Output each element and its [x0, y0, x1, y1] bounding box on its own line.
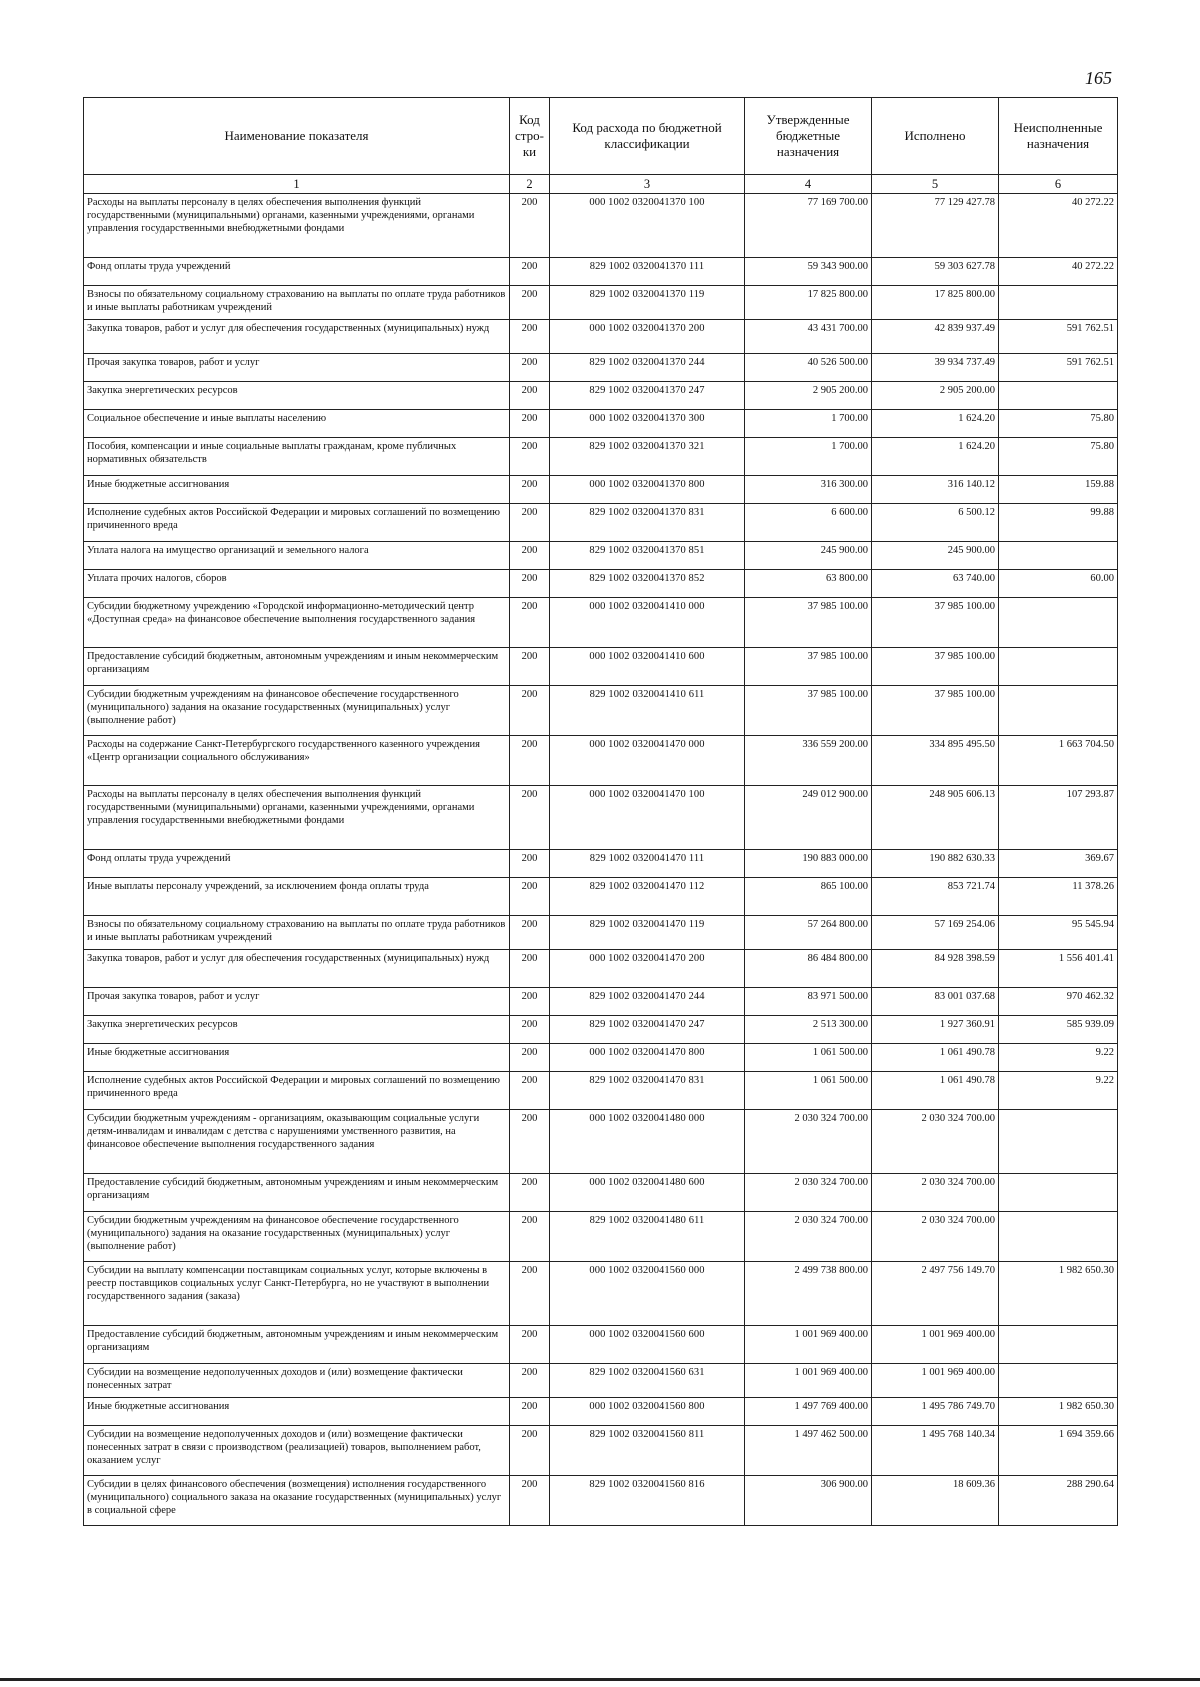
- approved-amount: 2 030 324 700.00: [745, 1212, 872, 1262]
- approved-amount: 2 499 738 800.00: [745, 1262, 872, 1326]
- table-row: [84, 1364, 1118, 1398]
- unexecuted-amount: 1 556 401.41: [999, 950, 1118, 988]
- approved-amount: 2 513 300.00: [745, 1016, 872, 1044]
- table-body: [84, 194, 1118, 1526]
- approved-amount: 63 800.00: [745, 570, 872, 598]
- column-number: 1: [84, 175, 510, 194]
- header-unexecuted: Неисполненные назначения: [999, 98, 1118, 175]
- indicator-name: Расходы на выплаты персоналу в целях обеспечения выполнения функций государственными (муниципальными) органами, казенными учреждениями, органами управления государственными внебюджетными фондами: [84, 194, 510, 258]
- unexecuted-amount: 9.22: [999, 1044, 1118, 1072]
- approved-amount: 1 001 969 400.00: [745, 1326, 872, 1364]
- unexecuted-amount: [999, 1364, 1118, 1398]
- table-row: [84, 598, 1118, 648]
- line-code: 200: [510, 320, 550, 354]
- approved-amount: 37 985 100.00: [745, 598, 872, 648]
- budget-code: 829 1002 0320041370 851: [550, 542, 745, 570]
- budget-code: 000 1002 0320041560 600: [550, 1326, 745, 1364]
- indicator-name: Закупка энергетических ресурсов: [84, 1016, 510, 1044]
- budget-code: 000 1002 0320041470 100: [550, 786, 745, 850]
- executed-amount: 2 030 324 700.00: [872, 1212, 999, 1262]
- executed-amount: 77 129 427.78: [872, 194, 999, 258]
- line-code: 200: [510, 476, 550, 504]
- indicator-name: Иные бюджетные ассигнования: [84, 1398, 510, 1426]
- unexecuted-amount: [999, 286, 1118, 320]
- indicator-name: Исполнение судебных актов Российской Федерации и мировых соглашений по возмещению причиненного вреда: [84, 504, 510, 542]
- budget-code: 829 1002 0320041560 631: [550, 1364, 745, 1398]
- executed-amount: 6 500.12: [872, 504, 999, 542]
- table-row: [84, 1476, 1118, 1526]
- approved-amount: 1 061 500.00: [745, 1072, 872, 1110]
- indicator-name: Иные выплаты персоналу учреждений, за исключением фонда оплаты труда: [84, 878, 510, 916]
- indicator-name: Взносы по обязательному социальному страхованию на выплаты по оплате труда работников и иные выплаты работникам учреждений: [84, 916, 510, 950]
- table-row: [84, 438, 1118, 476]
- budget-code: 829 1002 0320041470 112: [550, 878, 745, 916]
- unexecuted-amount: 99.88: [999, 504, 1118, 542]
- unexecuted-amount: [999, 648, 1118, 686]
- approved-amount: 190 883 000.00: [745, 850, 872, 878]
- column-number: 2: [510, 175, 550, 194]
- executed-amount: 245 900.00: [872, 542, 999, 570]
- budget-code: 000 1002 0320041480 000: [550, 1110, 745, 1174]
- executed-amount: 18 609.36: [872, 1476, 999, 1526]
- indicator-name: Субсидии на выплату компенсации поставщикам социальных услуг, которые включены в реестр поставщиков социальных услуг Санкт-Петербурга, но не участвуют в выполнении государственного задания (заказа): [84, 1262, 510, 1326]
- approved-amount: 57 264 800.00: [745, 916, 872, 950]
- indicator-name: Закупка товаров, работ и услуг для обеспечения государственных (муниципальных) нужд: [84, 950, 510, 988]
- budget-code: 829 1002 0320041560 811: [550, 1426, 745, 1476]
- header-name: Наименование показателя: [84, 98, 510, 175]
- executed-amount: 2 030 324 700.00: [872, 1110, 999, 1174]
- budget-code: 829 1002 0320041470 244: [550, 988, 745, 1016]
- executed-amount: 1 061 490.78: [872, 1072, 999, 1110]
- indicator-name: Закупка энергетических ресурсов: [84, 382, 510, 410]
- line-code: 200: [510, 570, 550, 598]
- unexecuted-amount: 159.88: [999, 476, 1118, 504]
- line-code: 200: [510, 504, 550, 542]
- table-row: [84, 850, 1118, 878]
- indicator-name: Прочая закупка товаров, работ и услуг: [84, 988, 510, 1016]
- unexecuted-amount: [999, 1174, 1118, 1212]
- table-row: [84, 1326, 1118, 1364]
- approved-amount: 1 700.00: [745, 410, 872, 438]
- approved-amount: 86 484 800.00: [745, 950, 872, 988]
- approved-amount: 1 001 969 400.00: [745, 1364, 872, 1398]
- line-code: 200: [510, 916, 550, 950]
- header-row: [84, 98, 1118, 175]
- table-row: [84, 648, 1118, 686]
- line-code: 200: [510, 1398, 550, 1426]
- budget-code: 000 1002 0320041370 800: [550, 476, 745, 504]
- budget-code: 829 1002 0320041370 852: [550, 570, 745, 598]
- indicator-name: Субсидии на возмещение недополученных доходов и (или) возмещение фактически понесенных затрат: [84, 1364, 510, 1398]
- unexecuted-amount: 591 762.51: [999, 320, 1118, 354]
- unexecuted-amount: [999, 1326, 1118, 1364]
- approved-amount: 306 900.00: [745, 1476, 872, 1526]
- indicator-name: Прочая закупка товаров, работ и услуг: [84, 354, 510, 382]
- line-code: 200: [510, 1426, 550, 1476]
- line-code: 200: [510, 410, 550, 438]
- line-code: 200: [510, 1016, 550, 1044]
- line-code: 200: [510, 1072, 550, 1110]
- budget-code: 829 1002 0320041370 244: [550, 354, 745, 382]
- unexecuted-amount: [999, 598, 1118, 648]
- executed-amount: 17 825 800.00: [872, 286, 999, 320]
- executed-amount: 39 934 737.49: [872, 354, 999, 382]
- unexecuted-amount: 75.80: [999, 410, 1118, 438]
- line-code: 200: [510, 850, 550, 878]
- column-number-row: [84, 175, 1118, 194]
- budget-code: 000 1002 0320041410 600: [550, 648, 745, 686]
- executed-amount: 84 928 398.59: [872, 950, 999, 988]
- line-code: 200: [510, 988, 550, 1016]
- approved-amount: 83 971 500.00: [745, 988, 872, 1016]
- table-row: [84, 686, 1118, 736]
- line-code: 200: [510, 736, 550, 786]
- bottom-rule: [0, 1678, 1200, 1681]
- column-number: 6: [999, 175, 1118, 194]
- executed-amount: 248 905 606.13: [872, 786, 999, 850]
- executed-amount: 2 497 756 149.70: [872, 1262, 999, 1326]
- column-number: 5: [872, 175, 999, 194]
- indicator-name: Закупка товаров, работ и услуг для обеспечения государственных (муниципальных) нужд: [84, 320, 510, 354]
- line-code: 200: [510, 258, 550, 286]
- table-row: [84, 1044, 1118, 1072]
- table-row: [84, 736, 1118, 786]
- unexecuted-amount: 1 982 650.30: [999, 1398, 1118, 1426]
- header-line-code: Код стро-ки: [510, 98, 550, 175]
- unexecuted-amount: 60.00: [999, 570, 1118, 598]
- line-code: 200: [510, 786, 550, 850]
- line-code: 200: [510, 1476, 550, 1526]
- column-number: 3: [550, 175, 745, 194]
- table-row: [84, 476, 1118, 504]
- approved-amount: 1 061 500.00: [745, 1044, 872, 1072]
- approved-amount: 1 497 769 400.00: [745, 1398, 872, 1426]
- budget-code: 000 1002 0320041560 800: [550, 1398, 745, 1426]
- indicator-name: Субсидии в целях финансового обеспечения (возмещения) исполнения государственного (муниципального) социального заказа на оказание государственных (муниципальных) услуг в социальной сфере: [84, 1476, 510, 1526]
- unexecuted-amount: [999, 686, 1118, 736]
- indicator-name: Иные бюджетные ассигнования: [84, 1044, 510, 1072]
- executed-amount: 63 740.00: [872, 570, 999, 598]
- budget-code: 829 1002 0320041370 247: [550, 382, 745, 410]
- line-code: 200: [510, 686, 550, 736]
- budget-code: 000 1002 0320041370 300: [550, 410, 745, 438]
- approved-amount: 77 169 700.00: [745, 194, 872, 258]
- indicator-name: Предоставление субсидий бюджетным, автономным учреждениям и иным некоммерческим организациям: [84, 1174, 510, 1212]
- budget-code: 829 1002 0320041480 611: [550, 1212, 745, 1262]
- unexecuted-amount: 591 762.51: [999, 354, 1118, 382]
- line-code: 200: [510, 1212, 550, 1262]
- budget-code: 000 1002 0320041370 100: [550, 194, 745, 258]
- table-row: [84, 916, 1118, 950]
- budget-code: 829 1002 0320041470 247: [550, 1016, 745, 1044]
- executed-amount: 853 721.74: [872, 878, 999, 916]
- executed-amount: 83 001 037.68: [872, 988, 999, 1016]
- table-row: [84, 570, 1118, 598]
- unexecuted-amount: [999, 542, 1118, 570]
- budget-code: 829 1002 0320041370 321: [550, 438, 745, 476]
- indicator-name: Фонд оплаты труда учреждений: [84, 258, 510, 286]
- line-code: 200: [510, 438, 550, 476]
- budget-code: 000 1002 0320041470 000: [550, 736, 745, 786]
- executed-amount: 316 140.12: [872, 476, 999, 504]
- budget-code: 000 1002 0320041470 800: [550, 1044, 745, 1072]
- table-row: [84, 542, 1118, 570]
- table-row: [84, 258, 1118, 286]
- table-row: [84, 382, 1118, 410]
- executed-amount: 2 030 324 700.00: [872, 1174, 999, 1212]
- executed-amount: 1 495 786 749.70: [872, 1398, 999, 1426]
- line-code: 200: [510, 1326, 550, 1364]
- line-code: 200: [510, 542, 550, 570]
- line-code: 200: [510, 1364, 550, 1398]
- executed-amount: 1 001 969 400.00: [872, 1364, 999, 1398]
- executed-amount: 1 624.20: [872, 410, 999, 438]
- column-number: 4: [745, 175, 872, 194]
- approved-amount: 1 497 462 500.00: [745, 1426, 872, 1476]
- indicator-name: Субсидии бюджетным учреждениям на финансовое обеспечение государственного (муниципального) задания на оказание государственных (муниципальных) услуг (выполнение работ): [84, 1212, 510, 1262]
- approved-amount: 17 825 800.00: [745, 286, 872, 320]
- indicator-name: Взносы по обязательному социальному страхованию на выплаты по оплате труда работников и иные выплаты работникам учреждений: [84, 286, 510, 320]
- table-row: [84, 1262, 1118, 1326]
- approved-amount: 249 012 900.00: [745, 786, 872, 850]
- line-code: 200: [510, 1262, 550, 1326]
- page-number: 165: [1085, 68, 1112, 88]
- indicator-name: Пособия, компенсации и иные социальные выплаты гражданам, кроме публичных нормативных обязательств: [84, 438, 510, 476]
- approved-amount: 865 100.00: [745, 878, 872, 916]
- executed-amount: 1 061 490.78: [872, 1044, 999, 1072]
- approved-amount: 43 431 700.00: [745, 320, 872, 354]
- line-code: 200: [510, 878, 550, 916]
- unexecuted-amount: 585 939.09: [999, 1016, 1118, 1044]
- approved-amount: 336 559 200.00: [745, 736, 872, 786]
- executed-amount: 1 495 768 140.34: [872, 1426, 999, 1476]
- executed-amount: 37 985 100.00: [872, 648, 999, 686]
- indicator-name: Уплата прочих налогов, сборов: [84, 570, 510, 598]
- table-row: [84, 504, 1118, 542]
- unexecuted-amount: [999, 382, 1118, 410]
- unexecuted-amount: 9.22: [999, 1072, 1118, 1110]
- table-row: [84, 988, 1118, 1016]
- approved-amount: 37 985 100.00: [745, 686, 872, 736]
- indicator-name: Социальное обеспечение и иные выплаты населению: [84, 410, 510, 438]
- executed-amount: 59 303 627.78: [872, 258, 999, 286]
- executed-amount: 1 624.20: [872, 438, 999, 476]
- table-row: [84, 878, 1118, 916]
- indicator-name: Исполнение судебных актов Российской Федерации и мировых соглашений по возмещению причиненного вреда: [84, 1072, 510, 1110]
- executed-amount: 1 001 969 400.00: [872, 1326, 999, 1364]
- approved-amount: 2 905 200.00: [745, 382, 872, 410]
- line-code: 200: [510, 194, 550, 258]
- header-approved: Утвержденные бюджетные назначения: [745, 98, 872, 175]
- table-row: [84, 1174, 1118, 1212]
- unexecuted-amount: 970 462.32: [999, 988, 1118, 1016]
- indicator-name: Предоставление субсидий бюджетным, автономным учреждениям и иным некоммерческим организациям: [84, 1326, 510, 1364]
- approved-amount: 37 985 100.00: [745, 648, 872, 686]
- indicator-name: Расходы на выплаты персоналу в целях обеспечения выполнения функций государственными (муниципальными) органами, казенными учреждениями, органами управления государственными внебюджетными фондами: [84, 786, 510, 850]
- executed-amount: 42 839 937.49: [872, 320, 999, 354]
- unexecuted-amount: 11 378.26: [999, 878, 1118, 916]
- approved-amount: 59 343 900.00: [745, 258, 872, 286]
- line-code: 200: [510, 1110, 550, 1174]
- indicator-name: Субсидии бюджетным учреждениям на финансовое обеспечение государственного (муниципального) задания на оказание государственных (муниципальных) услуг (выполнение работ): [84, 686, 510, 736]
- line-code: 200: [510, 286, 550, 320]
- indicator-name: Уплата налога на имущество организаций и земельного налога: [84, 542, 510, 570]
- budget-execution-table: [83, 97, 1118, 1526]
- table-row: [84, 286, 1118, 320]
- budget-code: 000 1002 0320041470 200: [550, 950, 745, 988]
- table-row: [84, 1110, 1118, 1174]
- table-row: [84, 1072, 1118, 1110]
- unexecuted-amount: [999, 1110, 1118, 1174]
- approved-amount: 40 526 500.00: [745, 354, 872, 382]
- budget-code: 829 1002 0320041470 111: [550, 850, 745, 878]
- unexecuted-amount: 107 293.87: [999, 786, 1118, 850]
- budget-code: 829 1002 0320041370 831: [550, 504, 745, 542]
- budget-code: 829 1002 0320041560 816: [550, 1476, 745, 1526]
- budget-code: 000 1002 0320041560 000: [550, 1262, 745, 1326]
- unexecuted-amount: [999, 1212, 1118, 1262]
- table-row: [84, 194, 1118, 258]
- executed-amount: 2 905 200.00: [872, 382, 999, 410]
- executed-amount: 334 895 495.50: [872, 736, 999, 786]
- table-row: [84, 950, 1118, 988]
- line-code: 200: [510, 598, 550, 648]
- table-row: [84, 1426, 1118, 1476]
- approved-amount: 2 030 324 700.00: [745, 1110, 872, 1174]
- line-code: 200: [510, 1174, 550, 1212]
- budget-code: 829 1002 0320041370 119: [550, 286, 745, 320]
- line-code: 200: [510, 354, 550, 382]
- indicator-name: Субсидии бюджетным учреждениям - организациям, оказывающим социальные услуги детям-инвалидам и инвалидам с детства с нарушениями умственного развития, на финансовое обеспечение выполнения государственного задания: [84, 1110, 510, 1174]
- unexecuted-amount: 1 982 650.30: [999, 1262, 1118, 1326]
- budget-code: 829 1002 0320041370 111: [550, 258, 745, 286]
- header-executed: Исполнено: [872, 98, 999, 175]
- indicator-name: Фонд оплаты труда учреждений: [84, 850, 510, 878]
- unexecuted-amount: 369.67: [999, 850, 1118, 878]
- approved-amount: 245 900.00: [745, 542, 872, 570]
- executed-amount: 190 882 630.33: [872, 850, 999, 878]
- approved-amount: 316 300.00: [745, 476, 872, 504]
- line-code: 200: [510, 1044, 550, 1072]
- approved-amount: 1 700.00: [745, 438, 872, 476]
- indicator-name: Субсидии бюджетному учреждению «Городской информационно-методический центр «Доступная среда» на финансовое обеспечение выполнения государственного задания: [84, 598, 510, 648]
- header-budget-code: Код расхода по бюджетной классификации: [550, 98, 745, 175]
- unexecuted-amount: 288 290.64: [999, 1476, 1118, 1526]
- line-code: 200: [510, 950, 550, 988]
- unexecuted-amount: 75.80: [999, 438, 1118, 476]
- executed-amount: 37 985 100.00: [872, 686, 999, 736]
- executed-amount: 37 985 100.00: [872, 598, 999, 648]
- indicator-name: Субсидии на возмещение недополученных доходов и (или) возмещение фактически понесенных затрат в связи с производством (реализацией) товаров, выполнением работ, оказанием услуг: [84, 1426, 510, 1476]
- table-row: [84, 786, 1118, 850]
- indicator-name: Расходы на содержание Санкт-Петербургского государственного казенного учреждения «Центр организации социального обслуживания»: [84, 736, 510, 786]
- budget-code: 000 1002 0320041410 000: [550, 598, 745, 648]
- approved-amount: 6 600.00: [745, 504, 872, 542]
- indicator-name: Предоставление субсидий бюджетным, автономным учреждениям и иным некоммерческим организациям: [84, 648, 510, 686]
- unexecuted-amount: 40 272.22: [999, 194, 1118, 258]
- table-row: [84, 1398, 1118, 1426]
- budget-code: 000 1002 0320041480 600: [550, 1174, 745, 1212]
- executed-amount: 1 927 360.91: [872, 1016, 999, 1044]
- unexecuted-amount: 1 663 704.50: [999, 736, 1118, 786]
- budget-code: 829 1002 0320041410 611: [550, 686, 745, 736]
- line-code: 200: [510, 648, 550, 686]
- line-code: 200: [510, 382, 550, 410]
- budget-code: 829 1002 0320041470 119: [550, 916, 745, 950]
- approved-amount: 2 030 324 700.00: [745, 1174, 872, 1212]
- table-row: [84, 410, 1118, 438]
- table-row: [84, 1016, 1118, 1044]
- budget-code: 000 1002 0320041370 200: [550, 320, 745, 354]
- unexecuted-amount: 95 545.94: [999, 916, 1118, 950]
- unexecuted-amount: 40 272.22: [999, 258, 1118, 286]
- table-row: [84, 354, 1118, 382]
- table-row: [84, 320, 1118, 354]
- budget-code: 829 1002 0320041470 831: [550, 1072, 745, 1110]
- executed-amount: 57 169 254.06: [872, 916, 999, 950]
- table-row: [84, 1212, 1118, 1262]
- unexecuted-amount: 1 694 359.66: [999, 1426, 1118, 1476]
- indicator-name: Иные бюджетные ассигнования: [84, 476, 510, 504]
